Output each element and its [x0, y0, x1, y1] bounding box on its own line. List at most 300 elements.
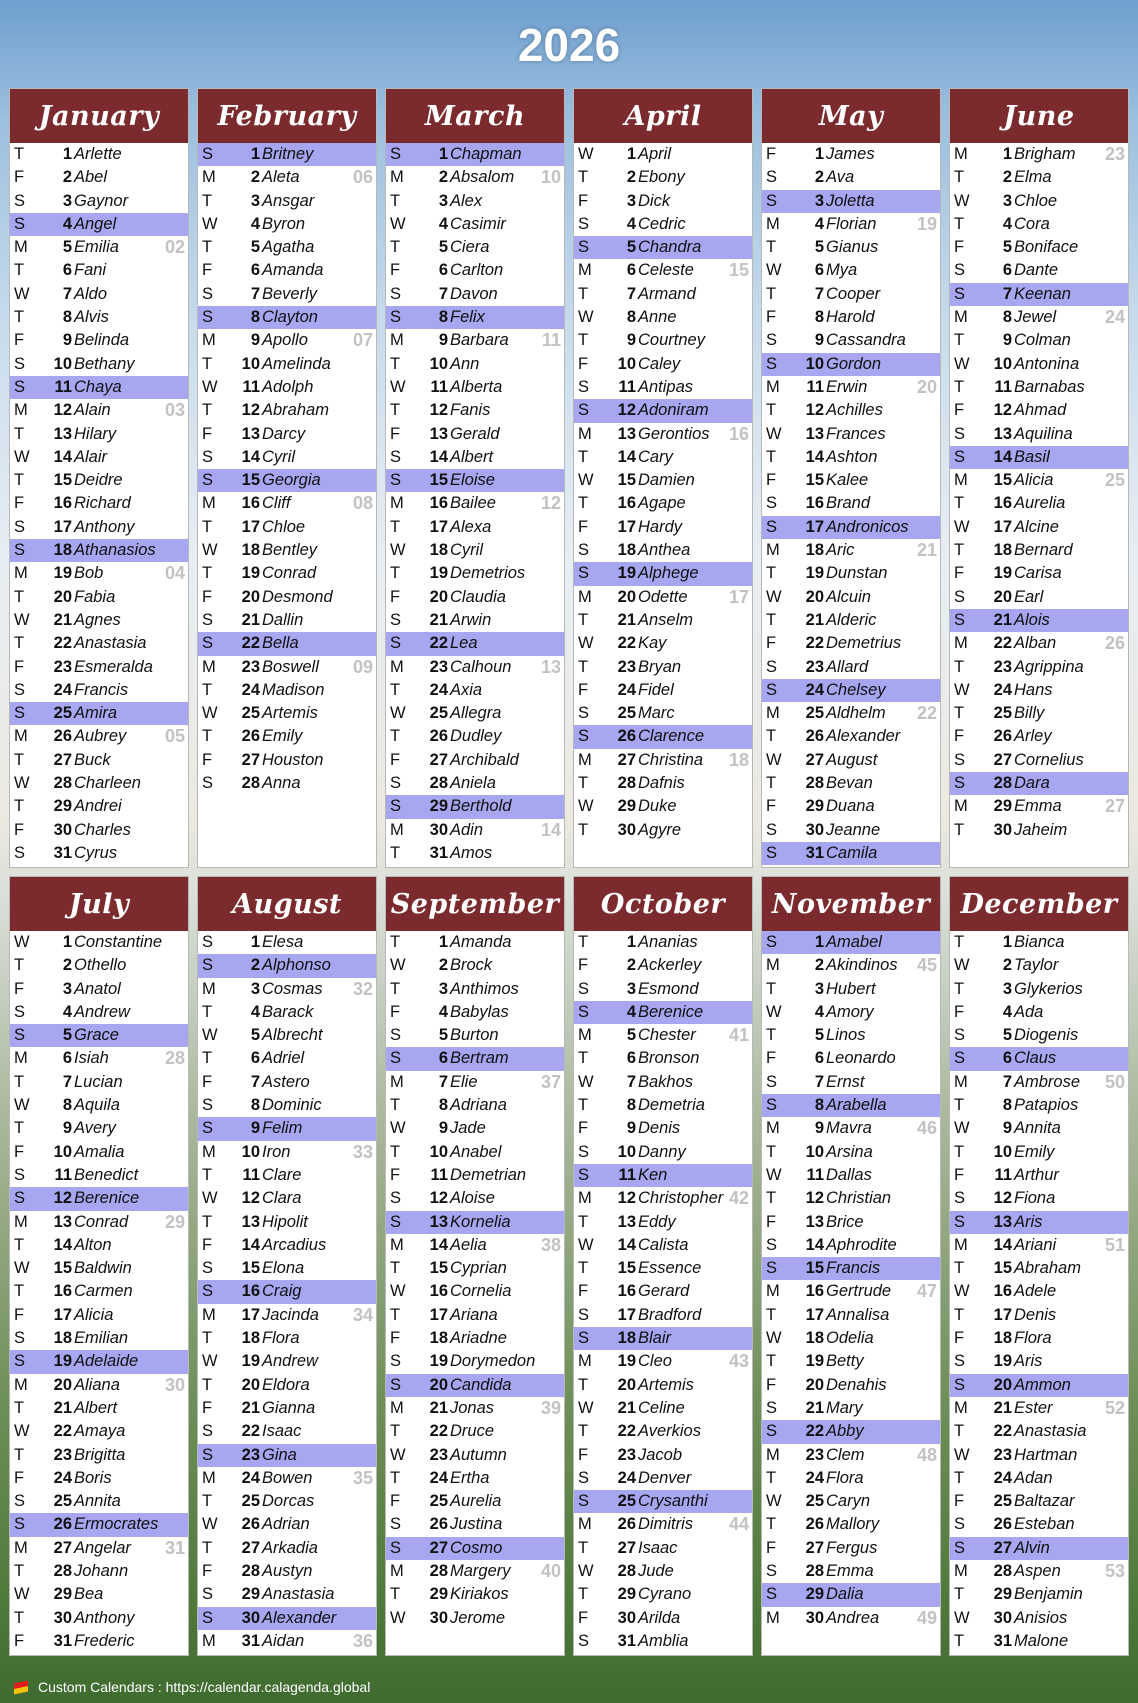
day-row — [574, 931, 752, 954]
weekday-letter: T — [202, 1165, 213, 1184]
name-of-day: Antipas — [638, 377, 694, 396]
weekday-letter: S — [14, 1165, 26, 1184]
day-row — [10, 236, 188, 259]
name-of-day: Alderic — [826, 610, 877, 629]
weekday-letter: S — [202, 774, 214, 793]
day-number: 1 — [438, 933, 448, 951]
day-number: 23 — [53, 657, 72, 676]
name-of-day: Alair — [74, 447, 108, 466]
day-row — [10, 423, 188, 446]
day-number: 9 — [62, 1119, 72, 1138]
day-number: 6 — [814, 261, 824, 280]
weekday-letter: W — [578, 145, 594, 163]
day-row — [10, 376, 188, 399]
day-row — [762, 376, 940, 399]
name-of-day: Averkios — [638, 1422, 701, 1441]
day-number: 23 — [429, 1445, 448, 1464]
day-row — [198, 702, 376, 725]
day-row — [950, 539, 1128, 562]
month-title: February — [198, 89, 376, 143]
day-number: 30 — [993, 820, 1012, 839]
weekday-letter: W — [390, 1445, 406, 1464]
weekday-letter: W — [578, 1398, 594, 1417]
day-number: 14 — [53, 447, 72, 466]
day-row — [10, 1094, 188, 1117]
name-of-day: Calhoun — [450, 657, 512, 676]
day-row — [198, 516, 376, 539]
day-number: 17 — [617, 1305, 636, 1324]
day-number: 6 — [62, 261, 72, 280]
day-number: 12 — [241, 401, 260, 420]
day-number: 16 — [241, 494, 260, 513]
day-number: 5 — [626, 1026, 636, 1045]
day-number: 30 — [617, 820, 636, 839]
weekday-letter: T — [14, 1445, 25, 1464]
name-of-day: Blair — [638, 1329, 672, 1348]
day-row — [198, 213, 376, 236]
day-row — [574, 516, 752, 539]
name-of-day: Amaya — [74, 1422, 126, 1441]
weekday-letter: M — [390, 494, 404, 513]
weekday-letter: W — [766, 1329, 782, 1348]
name-of-day: Chapman — [450, 145, 522, 163]
weekday-letter: S — [766, 1422, 778, 1441]
name-of-day: Ken — [638, 1165, 668, 1184]
name-of-day: Alicia — [1014, 471, 1054, 490]
day-row — [950, 446, 1128, 469]
weekday-letter: W — [578, 1235, 594, 1254]
name-of-day: Hilary — [74, 424, 117, 443]
day-row — [762, 399, 940, 422]
day-number: 11 — [806, 1165, 824, 1184]
day-number: 28 — [993, 1562, 1012, 1581]
day-row — [386, 978, 564, 1001]
day-row — [574, 656, 752, 679]
day-number: 27 — [805, 750, 824, 769]
day-number: 10 — [805, 1142, 824, 1161]
day-number: 9 — [250, 1119, 260, 1138]
name-of-day: Elie — [450, 1072, 478, 1091]
name-of-day: Andrea — [826, 1608, 880, 1627]
weekday-letter: M — [578, 1026, 592, 1045]
weekday-letter: S — [954, 1026, 966, 1045]
name-of-day: Bryan — [638, 657, 682, 676]
name-of-day: Cornelius — [1014, 750, 1084, 769]
day-row — [574, 702, 752, 725]
day-number: 11 — [994, 1165, 1012, 1184]
day-number: 13 — [53, 424, 72, 443]
day-row — [198, 562, 376, 585]
day-number: 11 — [430, 1165, 448, 1184]
day-number: 1 — [1002, 933, 1012, 951]
name-of-day: Boris — [74, 1468, 112, 1487]
name-of-day: Charleen — [74, 774, 141, 793]
day-row — [10, 1513, 188, 1536]
name-of-day: Baldwin — [74, 1259, 132, 1278]
weekday-letter: W — [390, 377, 406, 396]
name-of-day: Berenice — [638, 1002, 704, 1021]
day-row — [950, 609, 1128, 632]
name-of-day: Dick — [638, 191, 671, 210]
day-row — [386, 1211, 564, 1234]
weekday-letter: M — [954, 1072, 968, 1091]
day-number: 7 — [814, 1072, 824, 1091]
day-row — [198, 469, 376, 492]
name-of-day: Jacinda — [262, 1305, 319, 1324]
day-number: 6 — [250, 1049, 260, 1068]
day-number: 8 — [814, 1096, 824, 1115]
day-row — [762, 1607, 940, 1630]
month-december — [949, 876, 1129, 1656]
day-number: 5 — [626, 238, 636, 257]
day-row — [574, 1047, 752, 1070]
day-row — [386, 236, 564, 259]
day-number: 12 — [241, 1189, 260, 1208]
weekday-letter: S — [578, 1305, 590, 1324]
name-of-day: Arley — [1014, 727, 1052, 746]
day-number: 8 — [250, 1096, 260, 1115]
weekday-letter: S — [14, 1492, 26, 1511]
weekday-letter: W — [954, 354, 970, 373]
day-number: 7 — [250, 284, 260, 303]
name-of-day: Antonina — [1014, 354, 1080, 373]
day-row — [198, 1211, 376, 1234]
day-row — [10, 1211, 188, 1234]
weekday-letter: S — [578, 238, 590, 257]
name-of-day: Carlton — [450, 261, 504, 280]
day-row — [574, 978, 752, 1001]
day-number: 27 — [993, 750, 1012, 769]
day-row — [950, 213, 1128, 236]
day-row — [574, 1071, 752, 1094]
week-number: 27 — [1104, 796, 1125, 817]
day-number: 2 — [814, 168, 824, 187]
name-of-day: Ananias — [638, 933, 698, 951]
name-of-day: Anabel — [450, 1142, 502, 1161]
day-number: 26 — [805, 727, 824, 746]
day-number: 12 — [53, 1189, 72, 1208]
week-number: 06 — [352, 167, 373, 188]
name-of-day: Cedric — [638, 214, 686, 233]
name-of-day: Jerome — [450, 1608, 506, 1627]
weekday-letter: W — [766, 424, 782, 443]
day-row — [762, 795, 940, 818]
weekday-letter: S — [578, 1142, 590, 1161]
name-of-day: Dominic — [262, 1096, 322, 1115]
weekday-letter: S — [14, 704, 26, 723]
name-of-day: Anna — [262, 774, 301, 793]
day-row — [574, 1350, 752, 1373]
weekday-letter: F — [14, 1305, 25, 1324]
day-row — [762, 562, 940, 585]
weekday-letter: W — [578, 634, 594, 653]
week-number: 10 — [540, 167, 561, 188]
day-row — [762, 954, 940, 977]
month-march — [385, 88, 565, 868]
day-number: 17 — [993, 517, 1012, 536]
day-row — [10, 1257, 188, 1280]
day-number: 23 — [993, 1445, 1012, 1464]
day-row — [198, 1047, 376, 1070]
month-april — [573, 88, 753, 868]
name-of-day: Chaya — [74, 377, 122, 396]
day-row — [762, 1467, 940, 1490]
day-row — [198, 283, 376, 306]
day-number: 19 — [53, 1352, 72, 1371]
name-of-day: Christina — [638, 750, 704, 769]
day-row — [386, 1117, 564, 1140]
day-number: 31 — [53, 843, 72, 862]
weekday-letter: T — [390, 401, 401, 420]
day-number: 5 — [1002, 238, 1012, 257]
day-row — [386, 632, 564, 655]
name-of-day: Glykerios — [1014, 979, 1083, 998]
day-number: 20 — [53, 1375, 72, 1394]
name-of-day: Jade — [450, 1119, 486, 1138]
name-of-day: Dante — [1014, 261, 1059, 280]
weekday-letter: W — [954, 1282, 970, 1301]
weekday-letter: S — [390, 308, 402, 327]
day-row — [574, 166, 752, 189]
weekday-letter: S — [202, 145, 214, 163]
name-of-day: Cleo — [638, 1352, 672, 1371]
day-number: 6 — [814, 1049, 824, 1068]
weekday-letter: M — [954, 308, 968, 327]
weekday-letter: F — [954, 401, 965, 420]
name-of-day: Anastasia — [262, 1585, 335, 1604]
name-of-day: Madison — [262, 680, 325, 699]
weekday-letter: F — [578, 1282, 589, 1301]
name-of-day: Arcadius — [262, 1235, 327, 1254]
name-of-day: Patapios — [1014, 1096, 1079, 1115]
weekday-letter: S — [578, 979, 590, 998]
week-number: 22 — [916, 703, 937, 724]
day-number: 17 — [429, 1305, 448, 1324]
name-of-day: Ambrose — [1014, 1072, 1081, 1091]
week-number: 19 — [916, 213, 937, 234]
day-number: 24 — [53, 680, 72, 699]
day-number: 11 — [994, 377, 1012, 396]
day-number: 6 — [250, 261, 260, 280]
weekday-letter: F — [954, 727, 965, 746]
day-row — [950, 725, 1128, 748]
weekday-letter: T — [390, 191, 401, 210]
day-number: 8 — [1002, 308, 1012, 327]
name-of-day: Jeanne — [826, 820, 881, 839]
weekday-letter: W — [954, 680, 970, 699]
name-of-day: Aleta — [262, 168, 300, 187]
weekday-letter: S — [390, 610, 402, 629]
name-of-day: Demetrius — [826, 634, 902, 653]
day-row — [950, 1257, 1128, 1280]
day-row — [198, 586, 376, 609]
day-row — [386, 842, 564, 865]
name-of-day: Colman — [1014, 331, 1071, 350]
day-number: 2 — [438, 956, 448, 975]
name-of-day: Othello — [74, 956, 127, 975]
day-number: 6 — [62, 1049, 72, 1068]
weekday-letter: W — [390, 541, 406, 560]
day-row — [762, 1280, 940, 1303]
day-number: 31 — [241, 1631, 260, 1650]
name-of-day: Aurelia — [1014, 494, 1066, 513]
month-title: March — [386, 89, 564, 143]
day-number: 13 — [429, 424, 448, 443]
weekday-letter: W — [202, 1026, 218, 1045]
weekday-letter: S — [954, 1515, 966, 1534]
day-number: 2 — [814, 956, 824, 975]
day-number: 25 — [241, 1492, 260, 1511]
day-row — [762, 772, 940, 795]
weekday-letter: F — [578, 354, 589, 373]
week-number: 12 — [540, 493, 561, 514]
day-number: 26 — [53, 727, 72, 746]
day-number: 18 — [617, 541, 636, 560]
weekday-letter: S — [14, 214, 26, 233]
day-row — [198, 353, 376, 376]
day-row — [386, 166, 564, 189]
footer-text[interactable]: Custom Calendars : https://calendar.calagenda.global — [38, 1679, 371, 1695]
weekday-letter: T — [390, 517, 401, 536]
day-row — [762, 329, 940, 352]
day-row — [762, 1397, 940, 1420]
weekday-letter: M — [954, 1235, 968, 1254]
week-number: 03 — [164, 400, 185, 421]
weekday-letter: T — [202, 1375, 213, 1394]
day-row — [950, 166, 1128, 189]
day-row — [950, 1583, 1128, 1606]
weekday-letter: S — [954, 1189, 966, 1208]
week-number: 24 — [1104, 307, 1125, 328]
name-of-day: April — [638, 145, 672, 163]
name-of-day: Allegra — [450, 704, 502, 723]
day-row — [950, 469, 1128, 492]
name-of-day: Earl — [1014, 587, 1044, 606]
name-of-day: Charles — [74, 820, 131, 839]
weekday-letter: W — [766, 261, 782, 280]
weekday-letter: S — [766, 843, 778, 862]
name-of-day: Flora — [1014, 1329, 1052, 1348]
day-number: 14 — [429, 447, 448, 466]
name-of-day: Esmeralda — [74, 657, 153, 676]
weekday-letter: S — [766, 1562, 778, 1581]
day-row — [198, 978, 376, 1001]
month-title: August — [198, 877, 376, 931]
weekday-letter: F — [766, 1049, 777, 1068]
day-number: 21 — [53, 610, 72, 629]
day-number: 19 — [805, 1352, 824, 1371]
day-row — [762, 725, 940, 748]
day-row — [386, 819, 564, 842]
day-number: 1 — [62, 145, 72, 163]
day-number: 22 — [993, 1422, 1012, 1441]
day-row — [574, 283, 752, 306]
weekday-letter: W — [14, 1422, 30, 1441]
day-number: 19 — [993, 1352, 1012, 1371]
weekday-letter: T — [954, 1468, 965, 1487]
weekday-letter: M — [954, 1398, 968, 1417]
day-number: 1 — [626, 933, 636, 951]
weekday-letter: S — [202, 1259, 214, 1278]
name-of-day: Odette — [638, 587, 688, 606]
day-number: 6 — [626, 1049, 636, 1068]
weekday-letter: T — [14, 634, 25, 653]
weekday-letter: T — [766, 1515, 777, 1534]
weekday-letter: W — [954, 191, 970, 210]
day-number: 8 — [438, 1096, 448, 1115]
day-number: 15 — [241, 1259, 260, 1278]
day-row — [386, 283, 564, 306]
week-number: 50 — [1104, 1071, 1125, 1092]
name-of-day: Alexa — [450, 517, 492, 536]
day-row — [574, 1490, 752, 1513]
day-row — [950, 632, 1128, 655]
name-of-day: Aldhelm — [826, 704, 886, 723]
name-of-day: Cary — [638, 447, 673, 466]
week-number: 13 — [540, 656, 561, 677]
day-number: 7 — [62, 1072, 72, 1091]
day-row — [10, 1047, 188, 1070]
name-of-day: Burton — [450, 1026, 499, 1045]
name-of-day: Gertrude — [826, 1282, 892, 1301]
day-number: 23 — [617, 657, 636, 676]
day-row — [762, 469, 940, 492]
day-number: 12 — [429, 1189, 448, 1208]
name-of-day: Chester — [638, 1026, 696, 1045]
name-of-day: Benjamin — [1014, 1585, 1083, 1604]
name-of-day: Bertram — [450, 1049, 509, 1068]
name-of-day: Chandra — [638, 238, 702, 257]
day-number: 11 — [242, 1165, 260, 1184]
name-of-day: Fabia — [74, 587, 116, 606]
weekday-letter: T — [390, 727, 401, 746]
weekday-letter: T — [954, 214, 965, 233]
day-number: 1 — [814, 933, 824, 951]
day-number: 1 — [1002, 145, 1012, 163]
day-number: 20 — [617, 1375, 636, 1394]
day-number: 27 — [241, 750, 260, 769]
name-of-day: Iron — [262, 1142, 291, 1161]
day-number: 7 — [626, 284, 636, 303]
weekday-letter: S — [578, 1492, 590, 1511]
day-row — [386, 446, 564, 469]
day-row — [950, 1537, 1128, 1560]
weekday-letter: T — [14, 750, 25, 769]
day-number: 1 — [626, 145, 636, 163]
day-number: 2 — [438, 168, 448, 187]
weekday-letter: S — [954, 610, 966, 629]
weekday-letter: T — [954, 933, 965, 951]
name-of-day: Gianna — [262, 1398, 316, 1417]
day-number: 4 — [814, 1002, 824, 1021]
day-row — [762, 1211, 940, 1234]
name-of-day: Calista — [638, 1235, 689, 1254]
day-row — [762, 1094, 940, 1117]
day-number: 14 — [993, 447, 1012, 466]
day-row — [762, 1164, 940, 1187]
weekday-letter: T — [578, 1538, 589, 1557]
weekday-letter: T — [14, 261, 25, 280]
day-row — [762, 1374, 940, 1397]
weekday-letter: M — [954, 145, 968, 163]
weekday-letter: T — [14, 145, 25, 163]
weekday-letter: T — [954, 1422, 965, 1441]
weekday-letter: F — [202, 424, 213, 443]
name-of-day: Annita — [74, 1492, 121, 1511]
name-of-day: Erwin — [826, 377, 868, 396]
weekday-letter: S — [766, 680, 778, 699]
name-of-day: Caryn — [826, 1492, 871, 1511]
